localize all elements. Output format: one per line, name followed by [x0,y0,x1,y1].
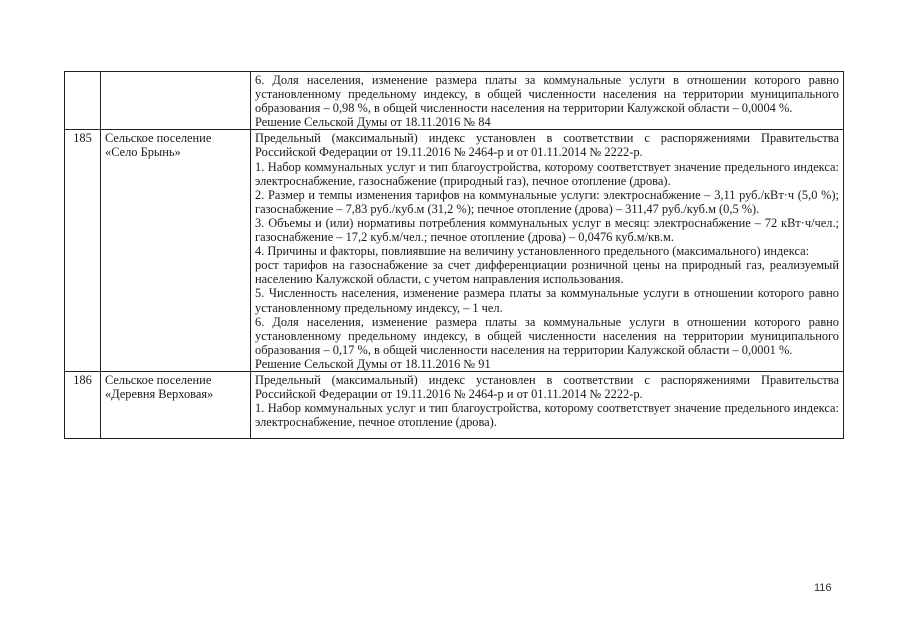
row-content [251,371,844,438]
settlement-name: Сельское поселение «Деревня Верховая» [101,371,251,438]
paragraph: 1. Набор коммунальных услуг и тип благоустройства, которому соответствует значение предельного индекса: электроснабжение, газоснабжение (природный газ), печное отопление (дрова). [255,159,839,188]
paragraph: 2. Размер и темпы изменения тарифов на коммунальные услуги: электроснабжение – 3,11 руб./кВт·ч (5,0 %); газоснабжение – 7,83 руб./куб.м (31,2 %); печное отопление (дрова) – 311,47 руб./куб.м (0,5 %). [255,187,839,216]
table-row [65,72,844,130]
table-row [65,130,844,372]
row-number: 186 [65,371,101,438]
row-number [65,72,101,130]
paragraph: рост тарифов на газоснабжение за счет дифференциации розничной цены на природный газ, реализуемый населению Калужской области, с учетом направления использования. [255,258,839,287]
paragraph: 1. Набор коммунальных услуг и тип благоустройства, которому соответствует значение предельного индекса: электроснабжение, печное отопление (дрова). [255,401,839,430]
document-table [64,71,844,439]
settlement-name: Сельское поселение «Село Брынь» [101,130,251,372]
paragraph: 6. Доля населения, изменение размера платы за коммунальные услуги в отношении которого равно установленному предельному индексу, в общей численности населения на территории муниципального образования – 0,17 %, в общей численности населения на территории Калужской области – 0,0001 %. [255,314,839,357]
decision-line: Решение Сельской Думы от 18.11.2016 № 91 [255,356,491,371]
table-row [65,371,844,438]
page-number: 116 [814,582,832,594]
paragraph: 3. Объемы и (или) нормативы потребления коммунальных услуг в месяц: электроснабжение – 72 кВт·ч/чел.; газоснабжение – 17,2 куб.м/чел.; печное отопление (дрова) – 0,0476 куб.м/кв.м. [255,215,839,245]
paragraph: 4. Причины и факторы, повлиявшие на величину установленного предельного (максимального) индекса: [255,244,810,259]
row-content [251,130,844,372]
settlement-name [101,72,251,130]
paragraph: 6. Доля населения, изменение размера платы за коммунальные услуги в отношении которого равно установленному предельному индексу, в общей численности населения на территории муниципального образования – 0,98 %, в общей численности населения на территории Калужской области – 0,0004 %. [255,73,839,116]
row-content [251,72,844,130]
paragraph: Предельный (максимальный) индекс установлен в соответствии с распоряжениями Правительства Российской Федерации от 19.11.2016 № 2464-р и от 01.11.2014 № 2222-р. [255,372,839,402]
paragraph: 5. Численность населения, изменение размера платы за коммунальные услуги в отношении которого равно установленному предельному индексу, – 1 чел. [255,286,839,315]
paragraph: Предельный (максимальный) индекс установлен в соответствии с распоряжениями Правительства Российской Федерации от 19.11.2016 № 2464-р и от 01.11.2014 № 2222-р. [255,131,839,160]
decision-line: Решение Сельской Думы от 18.11.2016 № 84 [255,115,491,130]
row-number: 185 [65,130,101,372]
